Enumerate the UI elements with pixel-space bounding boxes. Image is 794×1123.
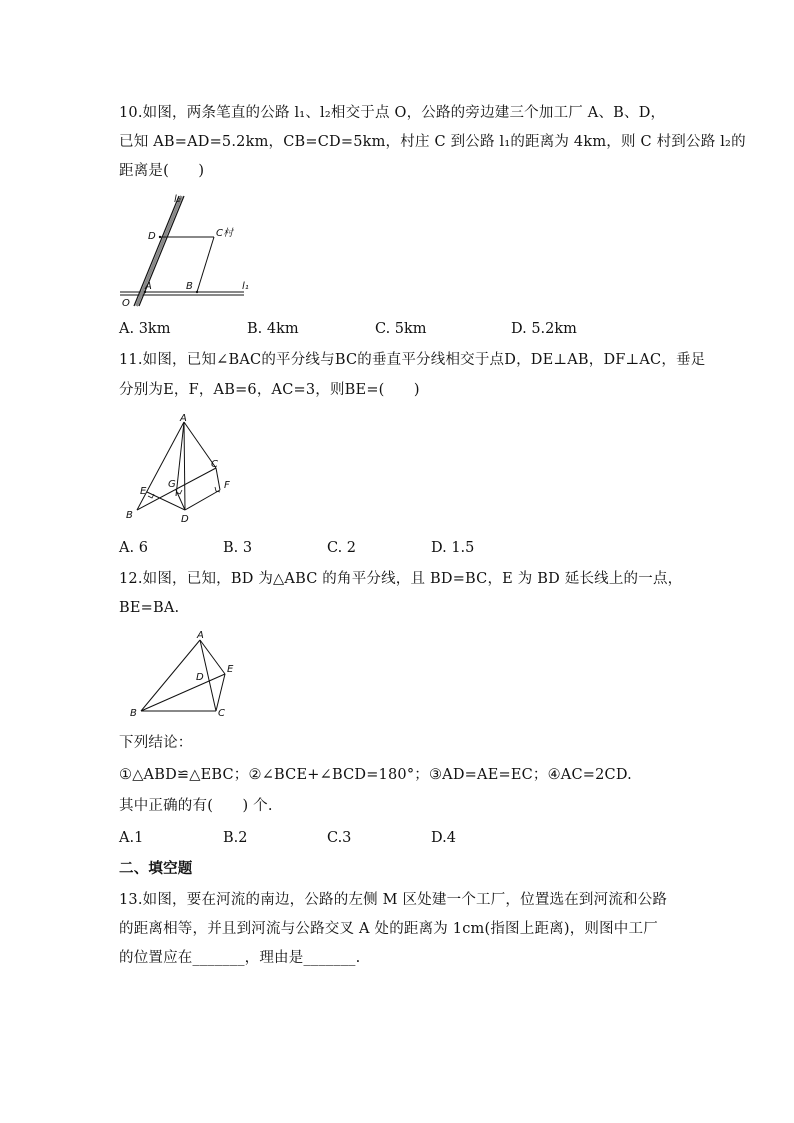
q13-text-line2: 的距离相等，并且到河流与公路交叉 A 处的距离为 1cm(指图上距离)，则图中工厂 — [119, 921, 658, 937]
q11-figure — [118, 410, 248, 525]
q13-text-line3: 的位置应在_______，理由是_______. — [119, 950, 361, 966]
q10-label-C: C村 — [216, 228, 233, 239]
q11-label-E: E — [140, 486, 147, 497]
q12-conclusions-intro: 下列结论： — [119, 735, 193, 751]
q12-label-D: D — [196, 672, 204, 683]
section-title-fill-in: 二、填空题 — [119, 860, 193, 877]
q10-text-line1: 10.如图，两条笔直的公路 l₁、l₂相交于点 O，公路的旁边建三个加工厂 A、B、D， — [119, 105, 666, 121]
q12-option-c[interactable]: C.3 — [327, 830, 352, 846]
q11-label-A: A — [180, 413, 187, 424]
q11-label-G: G — [168, 479, 176, 490]
q10-label-O: O — [122, 298, 130, 309]
q12-text-line2: BE=BA. — [119, 600, 180, 616]
q12-label-E: E — [227, 664, 234, 675]
q12-label-B: B — [130, 708, 137, 719]
q10-label-D: D — [148, 231, 156, 242]
q12-label-A: A — [197, 630, 204, 641]
q11-option-a[interactable]: A. 6 — [119, 540, 148, 556]
q11-option-d[interactable]: D. 1.5 — [431, 540, 475, 556]
q12-conclusions: ①△ABD≌△EBC；②∠BCE+∠BCD=180°；③AD=AE=EC；④AC=2CD. — [119, 767, 632, 783]
q10-option-c[interactable]: C. 5km — [375, 321, 427, 337]
q13-text-line1: 13.如图，要在河流的南边，公路的左侧 M 区处建一个工厂，位置选在到河流和公路 — [119, 892, 668, 908]
q12-options — [119, 828, 679, 848]
q11-text-line2: 分别为E，F，AB=6，AC=3，则BE=( ) — [119, 382, 420, 398]
q10-label-l1: l₁ — [242, 281, 249, 292]
q11-label-B: B — [126, 510, 133, 521]
q11-text-line1: 11.如图，已知∠BAC的平分线与BC的垂直平分线相交于点D，DE⊥AB，DF⊥AC，垂足 — [119, 352, 706, 368]
q11-label-F: F — [224, 480, 230, 491]
q12-option-b[interactable]: B.2 — [223, 830, 248, 846]
q10-option-d[interactable]: D. 5.2km — [511, 321, 577, 337]
q12-label-C: C — [218, 708, 225, 719]
q11-option-c[interactable]: C. 2 — [327, 540, 357, 556]
q10-options — [119, 319, 679, 339]
q11-label-D: D — [181, 514, 189, 525]
q11-option-b[interactable]: B. 3 — [223, 540, 253, 556]
q10-label-B: B — [186, 281, 193, 292]
q12-text-line1: 12.如图，已知，BD 为△ABC 的角平分线，且 BD=BC，E 为 BD 延长线上的一点， — [119, 571, 683, 587]
q10-option-b[interactable]: B. 4km — [247, 321, 299, 337]
q10-text-line2: 已知 AB=AD=5.2km，CB=CD=5km，村庄 C 到公路 l₁的距离为 4km，则 C 村到公路 l₂的 — [119, 134, 746, 150]
q11-label-C: C — [211, 459, 218, 470]
q10-figure — [110, 188, 260, 313]
q10-label-A: A — [145, 281, 152, 292]
q12-question: 其中正确的有( ) 个. — [119, 798, 273, 814]
q10-text-line3: 距离是( ) — [119, 163, 205, 179]
q10-label-l2: l₂ — [174, 194, 181, 205]
q10-option-a[interactable]: A. 3km — [119, 321, 171, 337]
q12-option-d[interactable]: D.4 — [431, 830, 456, 846]
q12-option-a[interactable]: A.1 — [119, 830, 144, 846]
q11-options — [119, 538, 679, 558]
q12-figure — [125, 628, 245, 723]
